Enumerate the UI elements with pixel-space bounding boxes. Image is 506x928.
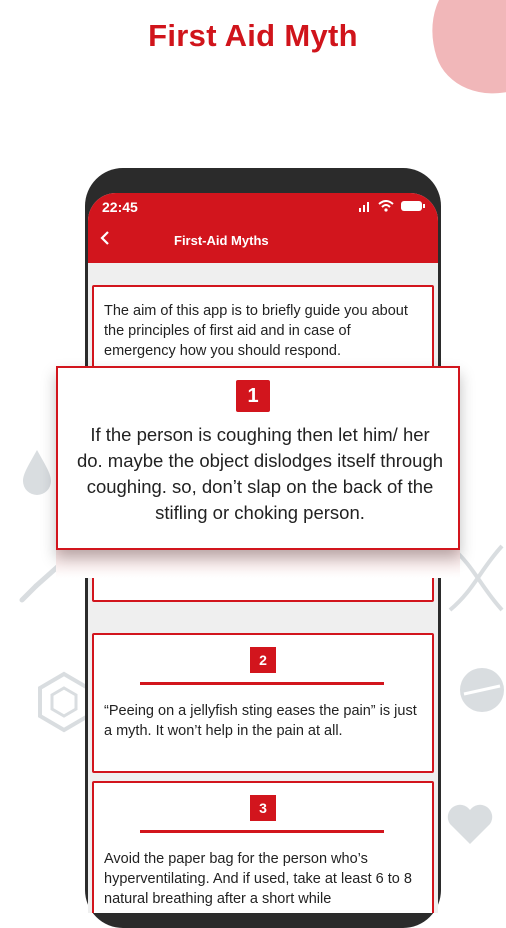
status-icons <box>358 200 426 212</box>
callout-number-badge: 1 <box>236 380 270 412</box>
heart-icon <box>444 798 496 848</box>
wifi-icon <box>378 200 394 212</box>
myth-card-3 <box>92 781 434 913</box>
intro-card <box>92 285 434 375</box>
battery-icon <box>400 200 426 212</box>
divider <box>140 682 384 685</box>
popup-shadow <box>56 550 460 578</box>
signal-icon <box>358 200 372 212</box>
water-drop-icon <box>20 448 54 496</box>
myth-list[interactable] <box>88 263 438 913</box>
intro-text: The aim of this app is to briefly guide you about the principles of first aid and in case of emergency how you should respond. <box>104 303 408 359</box>
myth-text: “Peeing on a jellyfish sting eases the pain” is just a myth. It won’t help in the pain at all. <box>104 703 417 739</box>
app-bar <box>88 193 438 263</box>
myth-number-badge: 3 <box>250 795 276 821</box>
decorative-blob <box>416 0 506 110</box>
myth-text: Avoid the paper bag for the person who’s hyperventilating. And if used, take at least 6 to 8 natural breathing after a short while <box>104 851 412 907</box>
status-time: 22:45 <box>102 199 138 215</box>
chevron-left-icon <box>100 231 110 245</box>
myth-callout-card <box>56 366 460 550</box>
callout-text: If the person is coughing then let him/ her do. maybe the object dislodges itself through coughing. so, don’t slap on the back of the stifling or choking person. <box>76 424 444 523</box>
app-bar-title: First-Aid Myths <box>174 233 269 248</box>
divider <box>140 830 384 833</box>
back-button[interactable] <box>100 229 110 250</box>
pill-icon <box>456 664 506 716</box>
page-headline: First Aid Myth <box>148 18 358 53</box>
myth-number-badge: 2 <box>250 647 276 673</box>
myth-card-2 <box>92 633 434 773</box>
